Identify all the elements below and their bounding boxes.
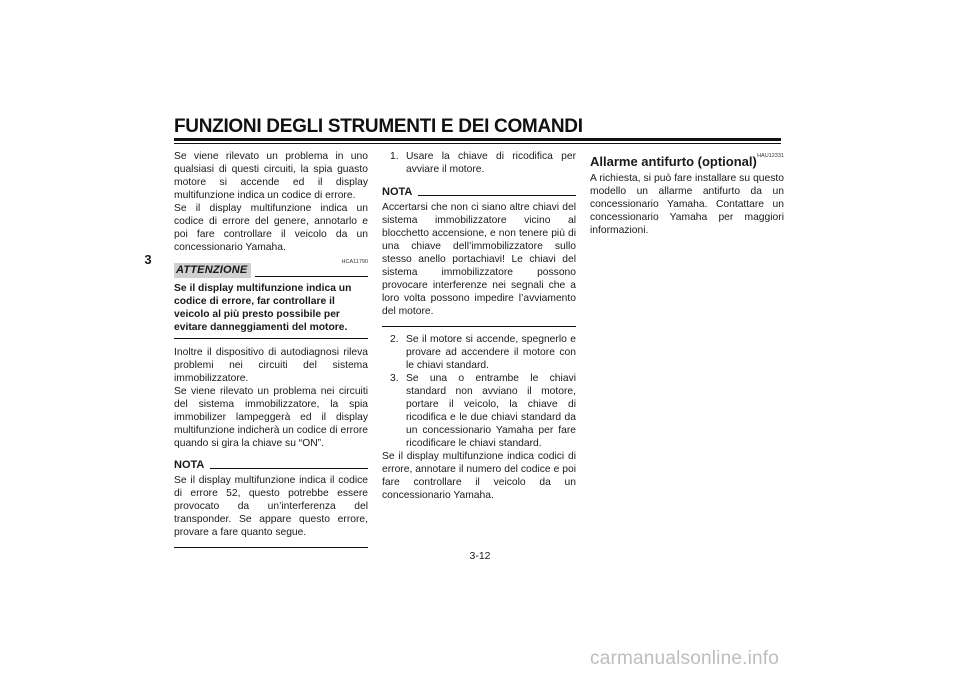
page-title: FUNZIONI DEGLI STRUMENTI E DEI COMANDI	[174, 116, 583, 137]
step-number: 3.	[390, 373, 399, 384]
paragraph: Inoltre il dispositivo di autodiagnosi rileva problemi nei circuiti del sistema immobilizzatore.	[174, 347, 368, 384]
note-label: NOTA	[174, 459, 205, 471]
list-item	[390, 372, 576, 450]
section-code: HAU12331	[757, 153, 784, 159]
caution-text: Se il display multifunzione indica un codice di errore, far controllare il veicolo al più presto possibile per evitare danneggiamenti del motore.	[174, 283, 352, 333]
note-text: Accertarsi che non ci siano altre chiavi del sistema immobilizzatore vicino al blocchetto accensione, e non tenere più di una chiave dell’immobilizzatore sullo stesso anello portachiavi! Le chiavi del sistema immobilizzatore possono provocare interferenze nei segnali che a loro volta possono impedire l’avviamento del motore.	[382, 202, 576, 317]
column-right	[590, 150, 784, 237]
note-label: NOTA	[382, 186, 413, 198]
column-left	[174, 150, 368, 548]
divider	[210, 468, 368, 469]
title-rule-thin	[174, 143, 781, 144]
note-box	[174, 474, 368, 548]
note-header	[382, 186, 576, 199]
note-box	[382, 201, 576, 327]
chapter-tab: 3	[144, 252, 152, 267]
caution-box	[174, 282, 368, 339]
page-number: 3-12	[469, 550, 491, 562]
paragraph: A richiesta, si può fare installare su questo modello un allarme antifurto da un concessionario Yamaha. Contattare un concessionario Yamaha per maggiori informazioni.	[590, 173, 784, 236]
paragraph: Se il display multifunzione indica codici di errore, annotare il numero del codice e poi fare controllare il veicolo da un concessionario Yamaha.	[382, 451, 576, 501]
paragraph: Se il display multifunzione indica un codice di errore del genere, annotarlo e poi fare controllare il veicolo da un concessionario Yamaha.	[174, 203, 368, 253]
step-text: Se il motore si accende, spegnerlo e provare ad accendere il motore con le chiavi standard.	[406, 334, 576, 371]
step-text: Se una o entrambe le chiavi standard non avviano il motore, portare il veicolo, la chiave di ricodifica e le due chiavi standard da un concessionario Yamaha per fare ricodificare le chiavi standard.	[406, 373, 576, 449]
section-header	[590, 150, 784, 169]
note-text: Se il display multifunzione indica il codice di errore 52, questo potrebbe essere provocato da un’interferenza del transponder. Se appare questo errore, provare a fare quanto segue.	[174, 475, 368, 538]
note-header	[174, 459, 368, 472]
title-rule	[174, 138, 781, 141]
paragraph: Se viene rilevato un problema nei circuiti del sistema immobilizzatore, la spia immobilizer lampeggerà ed il display multifunzione indicherà un codice di errore quando si gira la chiave su “ON”.	[174, 386, 368, 449]
divider	[255, 276, 368, 277]
section-title: Allarme antifurto (optional)	[590, 154, 757, 169]
paragraph: Se viene rilevato un problema in uno qualsiasi di questi circuiti, la spia guasto motore si accende ed il display multifunzione indica un codice di errore.	[174, 151, 368, 201]
list-item	[390, 333, 576, 372]
step-number: 1.	[390, 151, 399, 162]
caution-label: ATTENZIONE	[174, 263, 251, 278]
step-text: Usare la chiave di ricodifica per avviare il motore.	[406, 151, 576, 175]
caution-code: HCA11790	[341, 259, 368, 265]
list-item	[390, 150, 576, 176]
column-middle	[382, 150, 576, 502]
watermark: carmanualsonline.info	[590, 648, 780, 669]
caution-header	[174, 263, 368, 278]
divider	[418, 195, 576, 196]
step-number: 2.	[390, 334, 399, 345]
